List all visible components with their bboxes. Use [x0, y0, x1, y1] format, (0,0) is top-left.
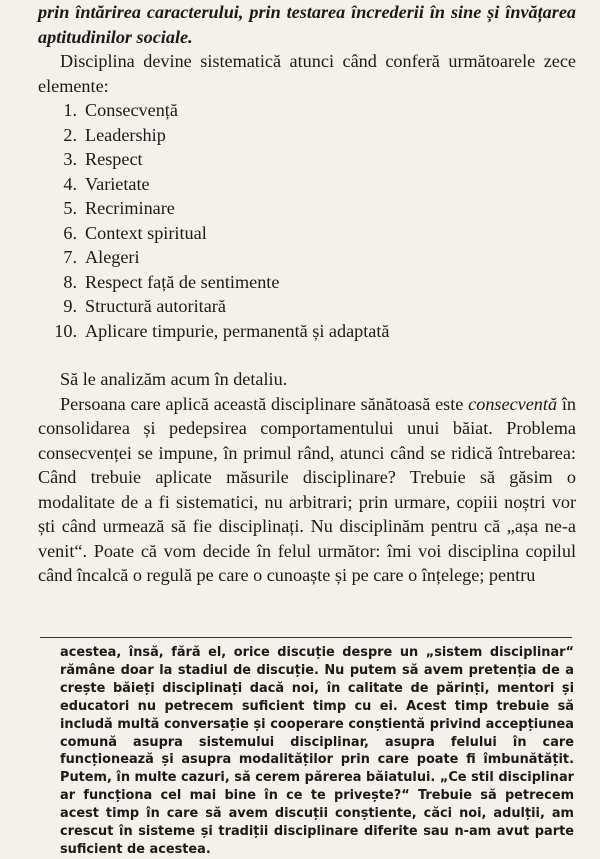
list-item	[45, 123, 576, 148]
list-item-number: 8.	[63, 271, 77, 292]
list-item-text: Context spiritual	[85, 222, 207, 243]
book-page	[38, 0, 576, 857]
list-item-number: 6.	[63, 222, 77, 243]
list-item-text: Aplicare timpurie, permanentă și adaptată	[85, 320, 390, 341]
list-item	[45, 270, 576, 295]
elements-list	[38, 98, 576, 343]
paragraph-gap	[38, 343, 576, 367]
consistency-text-start: Persoana care aplică această disciplinare sănătoasă este	[60, 393, 469, 414]
list-item	[45, 98, 576, 123]
list-item	[45, 245, 576, 270]
analyze-paragraph: Să le analizăm acum în detaliu.	[60, 369, 288, 389]
list-item-number: 10.	[54, 320, 77, 341]
list-item-text: Recriminare	[85, 198, 175, 218]
elements-paragraph: Disciplina devine sistematică atunci când conferă următoarele zece elemente:	[38, 51, 576, 96]
list-item-number: 9.	[63, 296, 77, 316]
list-item-text: Respect față de sentimente	[85, 271, 280, 292]
list-item-number: 7.	[63, 247, 77, 267]
intro-paragraph	[38, 0, 576, 49]
list-item-number: 3.	[63, 149, 77, 169]
list-item	[45, 147, 576, 172]
list-item-number: 5.	[63, 198, 77, 218]
list-item-number: 2.	[63, 124, 77, 145]
list-item	[45, 196, 576, 221]
list-item-number: 4.	[63, 173, 77, 194]
list-item-text: Leadership	[85, 124, 166, 145]
consistency-emphasis: consecventă	[468, 393, 558, 414]
list-item	[45, 294, 576, 319]
consistency-paragraph	[38, 392, 576, 588]
intro-italic-text: prin întărirea caracterului, prin testarea încrederii în sine și învățarea aptitudinilor sociale.	[38, 2, 576, 47]
footnote	[60, 644, 574, 859]
list-item	[45, 221, 576, 246]
list-item-text: Consecvență	[85, 100, 178, 120]
list-item-number: 1.	[63, 100, 77, 120]
list-item-text: Respect	[85, 149, 143, 169]
list-item-text: Alegeri	[85, 247, 140, 267]
list-item-text: Varietate	[85, 173, 150, 194]
footnote-text: acestea, însă, fără el, orice discuție despre un „sistem disciplinar“ rămâne doar la stadiul de discuție. Nu putem să avem pretenția de a crește băieți disciplinați dacă noi, în calitate de părinți, mentori și educatori nu petrecem suficient timp cu ei. Acest timp trebuie să includă multă conversație și cooperare conștientă privind accepțiunea comună asupra sistemului disciplinar, asupra felului în care funcționează și asupra modalităților prin care poate fi îmbunătățit. Putem, în multe cazuri, să cerem părerea băiatului. „Ce stil disciplinar ar funcționa cel mai bine în ce te privește?“ Trebuie să petrecem acest timp în care să avem discuții conștiente, căci noi, adulții, am crescut în sisteme și tradiții disciplinare diferite sau n-am avut parte suficient de acestea.	[60, 645, 574, 857]
footnote-divider	[40, 637, 572, 638]
list-item	[45, 172, 576, 197]
main-text	[38, 0, 576, 588]
list-item	[45, 319, 576, 344]
consistency-text-rest: în consolidarea și pedepsirea comportamentului unui băiat. Problema consecvenței se impune, în primul rând, atunci când se ridică întrebarea: Când trebuie aplicate măsurile disciplinare? Trebuie să găsim o modalitate de a fi sistematici, nu arbitrari; prin urmare, copiii noștri vor ști când urmează să fie disciplinați. Nu disciplinăm pentru că „așa ne-a venit“. Poate că vom decide în felul următor: îmi voi disciplina copilul când încalcă o regulă pe care o cunoaște și pe care o înțelege; pentru	[38, 393, 576, 585]
list-item-text: Structură autoritară	[85, 296, 226, 316]
